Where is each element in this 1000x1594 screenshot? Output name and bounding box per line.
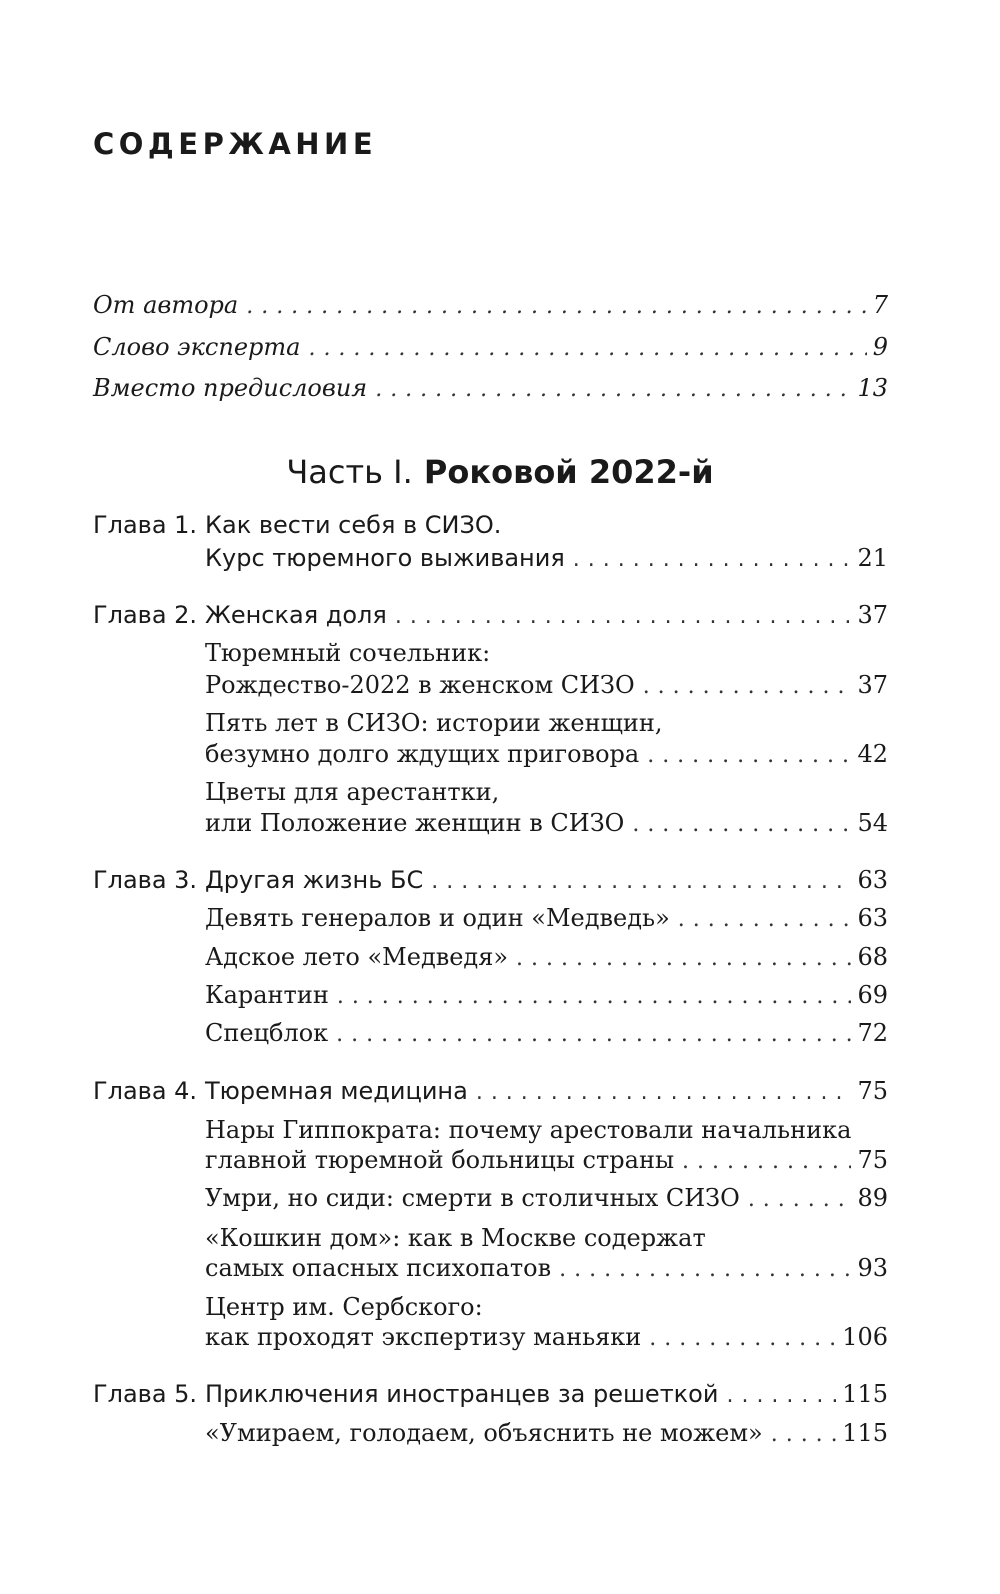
dot-leader (632, 808, 851, 842)
dot-leader (308, 332, 866, 366)
section-2-2-entry (205, 737, 888, 773)
dot-leader (375, 373, 851, 407)
section-3-4-entry (205, 1016, 888, 1052)
page-number: 37 (857, 671, 888, 699)
dot-leader (643, 670, 852, 704)
toc-entry-expert-word (93, 330, 888, 366)
dot-leader (337, 980, 852, 1014)
entry-title: Слово эксперта (93, 333, 301, 361)
page-number: 69 (857, 981, 888, 1009)
section-4-4-entry (205, 1320, 888, 1356)
dot-leader (573, 543, 852, 577)
page-number: 68 (857, 943, 888, 971)
section-5-1-entry (205, 1416, 888, 1452)
entry-title: как проходят экспертизу маньяки (205, 1323, 642, 1351)
dot-leader (678, 903, 852, 937)
section-3-3-entry (205, 978, 888, 1014)
part-heading (0, 450, 1000, 494)
section-3-1-entry (205, 901, 888, 937)
dot-leader (771, 1418, 836, 1452)
chapter-1-label: Глава 1. (93, 511, 198, 539)
entry-title: Женская доля (205, 601, 387, 629)
dot-leader (649, 1322, 836, 1356)
entry-title: Тюремная медицина (205, 1077, 468, 1105)
toc-entry-instead-of-preface (93, 371, 888, 407)
entry-title: самых опасных психопатов (205, 1254, 552, 1282)
entry-title: Рождество-2022 в женском СИЗО (205, 671, 635, 699)
section-2-1-entry (205, 668, 888, 704)
dot-leader (431, 865, 851, 899)
page-number: 37 (857, 601, 888, 629)
dot-leader (647, 739, 851, 773)
page-number: 106 (842, 1323, 888, 1351)
dot-leader (516, 942, 851, 976)
dot-leader (726, 1379, 836, 1413)
section-2-3-line1: Цветы для арестантки, (205, 778, 500, 806)
section-4-2-entry (205, 1181, 888, 1217)
page-number: 54 (857, 809, 888, 837)
entry-title: «Умираем, голодаем, объяснить не можем» (205, 1419, 763, 1447)
entry-title: Спецблок (205, 1019, 329, 1047)
page-number: 13 (857, 374, 888, 402)
page-number: 75 (857, 1146, 888, 1174)
page-number: 63 (857, 866, 888, 894)
entry-title: Приключения иностранцев за решеткой (205, 1380, 719, 1408)
page-number: 63 (857, 904, 888, 932)
section-2-2-line1: Пять лет в СИЗО: истории женщин, (205, 709, 663, 737)
entry-title: Курс тюремного выживания (205, 544, 565, 572)
section-4-4-line1: Центр им. Сербского: (205, 1293, 483, 1321)
page-number: 42 (857, 740, 888, 768)
section-4-3-entry (205, 1251, 888, 1287)
section-4-1-line1: Нары Гиппократа: почему арестовали начальника (205, 1116, 852, 1144)
section-3-2-entry (205, 940, 888, 976)
chapter-3-entry (205, 863, 888, 899)
toc-entry-from-author (93, 288, 888, 324)
page-number: 7 (872, 291, 888, 319)
entry-title: От автора (93, 291, 239, 319)
page-number: 21 (857, 544, 888, 572)
section-2-3-entry (205, 806, 888, 842)
entry-title: Карантин (205, 981, 329, 1009)
entry-title: Вместо предисловия (93, 374, 368, 402)
chapter-2-entry (205, 598, 888, 634)
chapter-1-entry (205, 541, 888, 577)
dot-leader (748, 1183, 852, 1217)
dot-leader (682, 1145, 851, 1179)
page-number: 72 (857, 1019, 888, 1047)
section-2-1-line1: Тюремный сочельник: (205, 639, 491, 667)
page-number: 75 (857, 1077, 888, 1105)
entry-title: Другая жизнь БС (205, 866, 424, 894)
chapter-2-label: Глава 2. (93, 601, 198, 629)
chapter-5-label: Глава 5. (93, 1380, 198, 1408)
dot-leader (559, 1253, 851, 1287)
entry-title: Умри, но сиди: смерти в столичных СИЗО (205, 1184, 740, 1212)
dot-leader (336, 1018, 851, 1052)
entry-title: главной тюремной больницы страны (205, 1146, 675, 1174)
entry-title: безумно долго ждущих приговора (205, 740, 640, 768)
chapter-3-label: Глава 3. (93, 866, 198, 894)
page-number: 93 (857, 1254, 888, 1282)
part-title: Роковой 2022-й (423, 453, 714, 491)
dot-leader (476, 1076, 852, 1110)
part-label: Часть I. (286, 453, 413, 491)
page-number: 115 (842, 1419, 888, 1447)
toc-title: СОДЕРЖАНИЕ (93, 127, 378, 161)
page-number: 115 (842, 1380, 888, 1408)
entry-title: Девять генералов и один «Медведь» (205, 904, 670, 932)
dot-leader (395, 600, 852, 634)
section-4-1-entry (205, 1143, 888, 1179)
page-number: 9 (872, 333, 888, 361)
entry-title: Адское лето «Медведя» (205, 943, 509, 971)
section-4-3-line1: «Кошкин дом»: как в Москве содержат (205, 1224, 706, 1252)
page-number: 89 (857, 1184, 888, 1212)
chapter-5-entry (205, 1377, 888, 1413)
chapter-4-label: Глава 4. (93, 1077, 198, 1105)
chapter-4-entry (205, 1074, 888, 1110)
dot-leader (246, 290, 867, 324)
chapter-1-title-line1: Как вести себя в СИЗО. (205, 511, 502, 539)
entry-title: или Положение женщин в СИЗО (205, 809, 625, 837)
